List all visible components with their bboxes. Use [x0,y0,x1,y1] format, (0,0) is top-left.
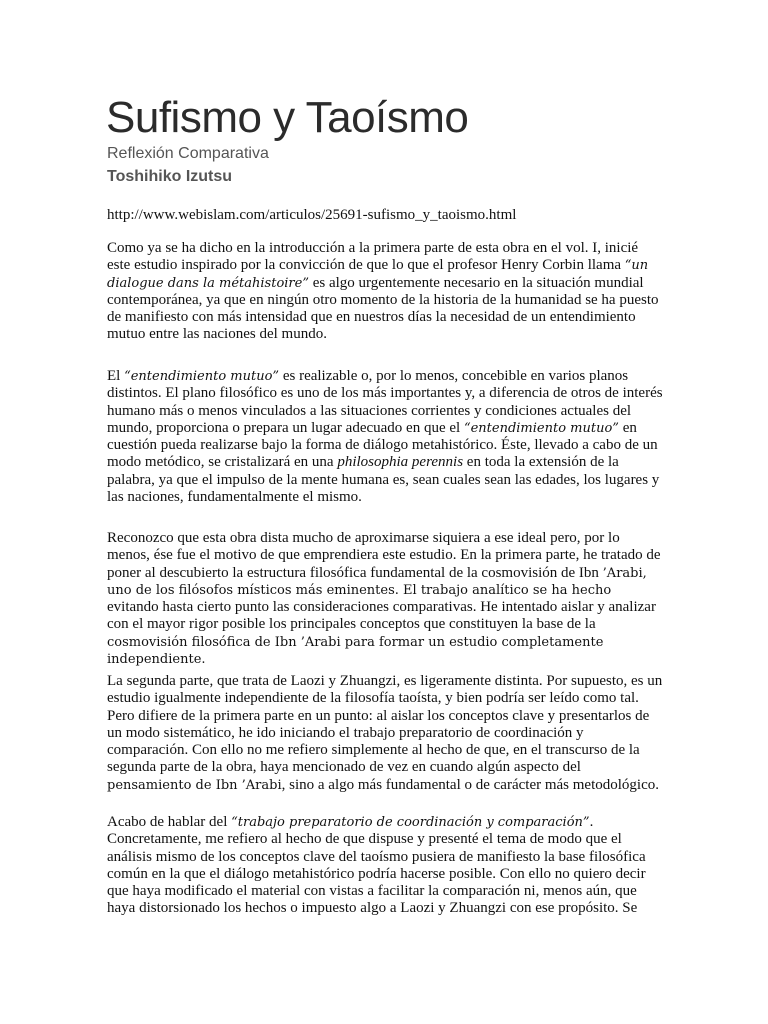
text-run: es algo urgentemente necesario en la situación mundial contemporánea, ya que en ningún otro momento de la historia de la humanidad se ha puesto de manifiesto con más intensidad que en nuestros días la necesidad de un entendimiento mutuo entre las naciones del mundo. [107,274,659,343]
document-subtitle: Reflexión Comparativa [107,145,269,162]
text-run: es realizable o, por lo menos, concebible en varios planos distintos. El plano filosófico es uno de los más importantes y, a diferencia de otros de interés humano más o menos vinculados a las situaciones corrientes y condiciones actuales del mundo, proporciona o prepara un lugar adecuado en que el [107,368,663,436]
text-run: , sino a algo más fundamental o de carácter más metodológico. [281,776,659,793]
text-run: “entendimiento mutuo” [463,420,619,436]
text-run: . [589,814,594,830]
text-run: en cuestión pueda realizarse bajo la forma de diálogo metahistórico. Éste, llevado a cabo de un modo metódico, se cristalizará en una [107,419,658,471]
text-run: El [107,368,125,384]
document-author: Toshihiko Izutsu [107,168,233,185]
paragraph-1 [107,240,663,344]
text-run: Concretamente, me refiero al hecho de que dispuse y presenté el tema de modo que el análisis mismo de los conceptos clave del taoísmo pusiera de manifiesto la base filosófica común en la que el diálogo metahistórico podría hacerse posible. Con ello no quiero decir que haya modificado el material con vistas a facilitar la comparación ni, menos aún, que haya distorsionado los hechos o impuesto algo a Laozi y Zhuangzi con ese propósito. Se [107,831,646,917]
text-run: La segunda parte, que trata de Laozi y Zhuangzi, es ligeramente distinta. Por supuesto, es un estudio igualmente independiente de la filosofía taoísta, y bien podría ser leído como tal. Pero difiere de la primera parte en un punto: al aislar los conceptos clave y presentarlos de un modo sistemático, he ido iniciando el trabajo preparatorio de coordinación y comparación. Con ello no me refiero simplemente al hecho de que, en el transcurso de la segunda parte de la obra, haya mencionado de vez en cuando algún aspecto del [107,673,663,776]
text-run: evitando hasta cierto punto las consideraciones comparativas. He intentado aislar y analizar con el mayor rigor posible los principales conceptos que constituyen la base de la [107,599,656,633]
text-run: Como ya se ha dicho en la introducción a la primera parte de esta obra en el vol. I, inicié este estudio inspirado por la convicción de que lo que el profesor Henry Corbin llama [107,240,639,274]
text-run: Acabo de hablar del [107,814,232,830]
document-title: Sufismo y Taoísmo [106,93,469,142]
text-run: en toda la extensión de la palabra, ya que el impulso de la mente humana es, sean cuales sean las edades, los lugares y las naciones, fundamentalmente el mismo. [107,454,660,506]
source-url: http://www.webislam.com/articulos/25691-sufismo_y_taoismo.html [107,207,517,223]
paragraph-3 [107,530,663,668]
paragraph-4 [107,673,663,794]
text-run: Reconozco que esta obra dista mucho de aproximarse siquiera a ese ideal pero, por lo menos, ése fue el motivo de que emprendiera este estudio. En la primera parte, he tratado de poner al descubierto la estructura filosófica fundamental de la cosmovisión de Ibn [107,530,661,581]
text-run: “entendimiento mutuo” [124,369,280,384]
text-run: philosophia perennis [337,454,464,471]
text-run: cosmovisión filosófica de Ibn ’Arabi para formar un estudio completamente independiente. [107,634,604,668]
text-run: ’Arabi, uno de los filósofos místicos más eminentes. El trabajo analítico se ha hecho [107,565,647,598]
paragraph-2 [107,368,663,506]
text-run: “un dialogue dans la métahistoire” [107,258,649,291]
text-run: pensamiento de Ibn ’Arabi [107,777,282,793]
text-run: “trabajo preparatorio de coordinación y comparación” [231,815,590,830]
paragraph-5 [107,814,663,918]
